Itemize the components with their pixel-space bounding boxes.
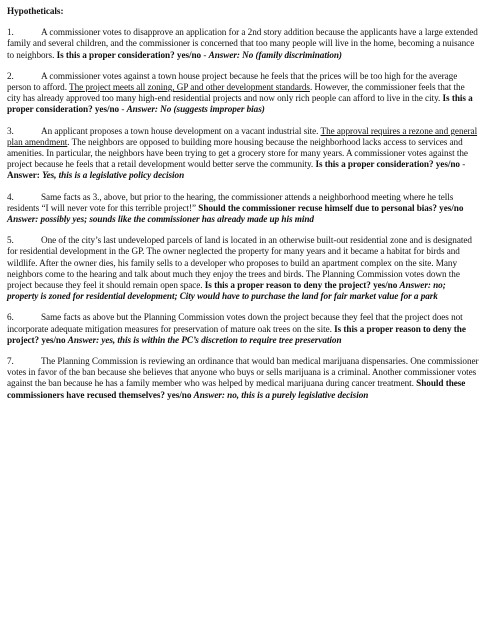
hypothetical-item — [7, 312, 479, 346]
question-text: Should these commissioners have recused themselves? yes/no — [7, 378, 466, 400]
underlined-text: The approval requires a rezone and general plan amendment — [7, 125, 478, 147]
item-text-segment: A commissioner votes against a town house project because he feels that the prices will be too high for the average person to afford. — [7, 70, 458, 93]
item-text — [7, 356, 479, 400]
item-text-segment: - — [201, 49, 209, 60]
item-text-segment: Same facts as 3., above, but prior to the hearing, the commissioner attends a neighborhood meeting where he tells residents “I will never vote for this terrible project!” — [7, 191, 454, 213]
answer-text: Answer: No (family discrimination) — [208, 49, 342, 60]
answer-text: Answer: possibly yes; sounds like the commissioner has already made up his mind — [7, 214, 314, 225]
hypothetical-item — [7, 356, 479, 401]
item-text — [7, 71, 473, 115]
item-number: 7. — [7, 356, 14, 367]
item-number: 5. — [7, 235, 14, 246]
item-number: 1. — [7, 27, 14, 38]
hypothetical-item — [7, 71, 479, 116]
item-number: 3. — [7, 125, 14, 136]
answer-text: Answer: no, this is a purely legislative decision — [193, 389, 369, 400]
item-text-segment: - — [459, 159, 466, 170]
hypothetical-item — [7, 27, 479, 61]
item-text-segment: Same facts as above but the Planning Commission votes down the project because they feel that the project does not incorporate adequate mitigation measures for preservation of mature oak trees on the site. — [7, 312, 463, 334]
item-number: 6. — [7, 312, 14, 323]
item-text — [7, 235, 472, 301]
hypothetical-item — [7, 235, 479, 302]
item-text — [7, 27, 478, 59]
question-text: Is this a proper consideration? yes/no — [315, 159, 460, 170]
item-text-segment: The Planning Commission is reviewing an ordinance that would ban medical marijuana dispensaries. One commissioner votes in favor of the ban because she believes that anyone who buys or sells marijuana is a criminal. Another commissioner votes against the ban because he has a family member who was helped by medical marijuana during cancer treatment. — [7, 356, 479, 389]
underlined-text: The project meets all zoning, GP and other development standards — [69, 82, 310, 93]
answer-text: Yes, this is a legislative policy decision — [42, 170, 185, 181]
hypothetical-item — [7, 192, 479, 226]
item-text-segment: One of the city’s last undeveloped parcels of land is located in an otherwise built-out residential zone and is designated for residential development in the GP. The owner neglected the property for many years and it became a habitat for birds and wildlife. After the owner dies, his family sells to a developer who proposes to build an apartment complex on the site. Many neighbors come to the hearing and talk about much they enjoy the trees and birds. The Planning Commission votes down the project because they feel it should remain open space. — [7, 235, 472, 291]
question-text: Is this a proper reason to deny the project? yes/no — [204, 280, 398, 291]
item-text-segment: - — [119, 104, 127, 115]
item-number: 4. — [7, 191, 14, 202]
item-text-segment: A commissioner votes to disapprove an application for a 2nd story addition because the applicants have a large extended family and several children, and the commissioner is concerned that too many people will live in the home, becoming a nuisance to neighbors. — [7, 27, 478, 60]
item-text — [7, 192, 463, 224]
answer-text: Answer: No (suggests improper bias) — [126, 104, 265, 115]
item-number: 2. — [7, 70, 14, 81]
item-text-segment: An applicant proposes a town house development on a vacant industrial site. — [41, 125, 321, 136]
item-text — [7, 126, 477, 181]
question-text: Is this a proper consideration? yes/no — [7, 93, 473, 115]
question-text: Should the commissioner recuse himself due to personal bias? yes/no — [198, 202, 464, 213]
item-text-segment: . However, the commissioner feels that the city has already approved too many high-end residential projects and now only rich people can afford to live in the city. — [7, 82, 465, 104]
item-text — [7, 312, 466, 344]
answer-text: Answer: yes, this is within the PC’s discretion to require tree preservation — [67, 334, 342, 345]
hypothetical-item — [7, 126, 479, 182]
answer-label: Answer: — [7, 170, 40, 181]
answer-text: Answer: no; property is zoned for residential development; City would have to purchase the land for fair market value for a park — [7, 280, 446, 302]
question-text: Is this a proper reason to deny the project? yes/no — [7, 323, 466, 345]
document-title: Hypotheticals: — [7, 6, 64, 16]
question-text: Is this a proper consideration? yes/no — [56, 49, 202, 60]
item-text-segment: . The neighbors are opposed to building more housing because the neighborhood lacks access to services and amenities. In particular, the neighbors have been trying to get a grocery store for many years. A commissioner votes against the project because he feels that a retail development would better serve the community. — [7, 136, 468, 170]
